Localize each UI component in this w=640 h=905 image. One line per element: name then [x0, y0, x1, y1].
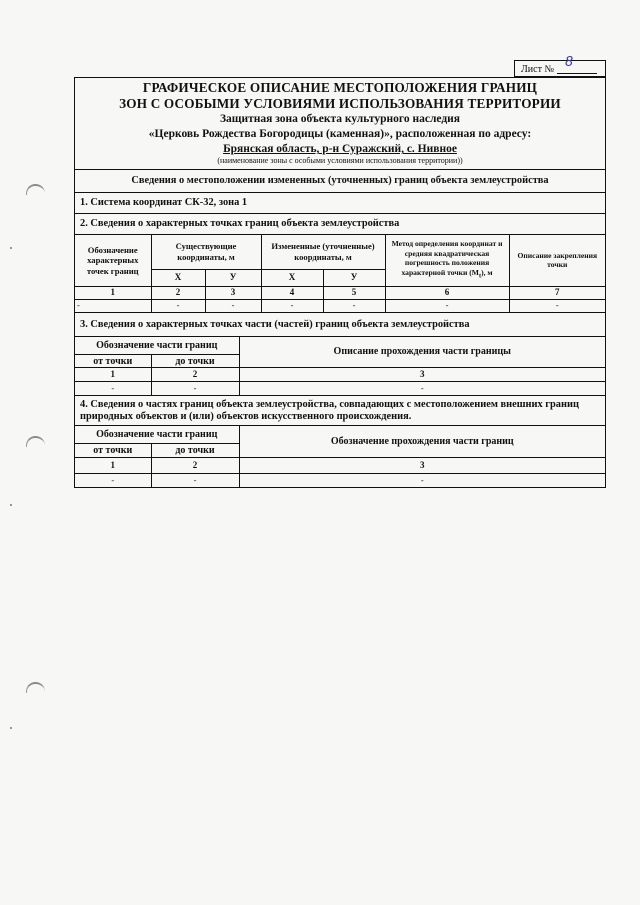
table-cell: - — [75, 473, 151, 487]
column-number: 6 — [385, 286, 509, 299]
sheet-number: 8 — [565, 55, 574, 70]
header-x-changed: Х — [261, 269, 323, 286]
header-changed-coordinates: Измененные (уточненные) координаты, м — [261, 235, 385, 269]
header-method — [385, 235, 509, 286]
column-number: 4 — [261, 286, 323, 299]
table-cell: - — [239, 473, 605, 487]
column-number: 2 — [151, 457, 239, 473]
sheet-underline — [557, 73, 597, 74]
section-3-table — [75, 337, 605, 397]
title-line-2: ЗОН С ОСОБЫМИ УСЛОВИЯМИ ИСПОЛЬЗОВАНИЯ ТЕРРИТОРИИ — [119, 96, 561, 111]
to-point-header: до точки — [151, 355, 239, 368]
table-cell: - — [261, 299, 323, 312]
table-cell: - — [75, 299, 151, 312]
part-designation-header: Обозначение части границ — [75, 426, 239, 443]
header-y-changed: У — [323, 269, 385, 286]
part-description-header: Описание прохождения части границы — [239, 337, 605, 368]
from-point-header: от точки — [75, 443, 151, 457]
section-2-table — [75, 235, 605, 313]
part-description-header: Обозначение прохождения части границ — [239, 426, 605, 457]
punch-hole-mark — [26, 682, 45, 693]
header-y-existing: У — [205, 269, 261, 286]
column-number: 3 — [205, 286, 261, 299]
column-number: 1 — [75, 368, 151, 382]
sheet-label: Лист № — [521, 64, 554, 75]
part-designation-header: Обозначение части границ — [75, 337, 239, 355]
zone-name-note: (наименование зоны с особыми условиями использования территории)) — [217, 156, 463, 165]
table-cell: - — [151, 299, 205, 312]
object-address: Брянская область, р-н Суражский, с. Нивное — [223, 143, 457, 155]
title-line-1: ГРАФИЧЕСКОЕ ОПИСАНИЕ МЕСТОПОЛОЖЕНИЯ ГРАНИЦ — [142, 80, 538, 95]
scan-speck — [10, 247, 12, 249]
header-fixing: Описание закрепления точки — [509, 235, 605, 286]
table-cell: - — [151, 473, 239, 487]
header-method-text: Метод определения координат и средняя квадратическая погрешность положения характерной точки (M — [391, 239, 503, 277]
punch-hole-mark — [26, 436, 45, 447]
header-existing-coordinates: Существующие координаты, м — [151, 235, 261, 269]
column-number: 1 — [75, 286, 151, 299]
table-cell: - — [205, 299, 261, 312]
column-number: 7 — [509, 286, 605, 299]
header-designation: Обозначение характерных точек границ — [75, 235, 151, 286]
scan-speck — [10, 504, 12, 506]
column-number: 1 — [75, 457, 151, 473]
info-band: Сведения о местоположении измененных (уточненных) границ объекта землеустройства — [75, 170, 605, 193]
section-2-title: 2. Сведения о характерных точках границ объекта землеустройства — [75, 214, 605, 235]
section-3-title: 3. Сведения о характерных точках части (частей) границ объекта землеустройства — [75, 313, 605, 337]
section-4-table — [75, 426, 605, 487]
column-number: 3 — [239, 457, 605, 473]
table-cell: - — [385, 299, 509, 312]
document-frame — [74, 77, 606, 488]
sheet-number-box — [514, 55, 606, 77]
document-header — [75, 78, 605, 170]
table-cell: - — [151, 382, 239, 396]
from-point-header: от точки — [75, 355, 151, 368]
column-number: 2 — [151, 368, 239, 382]
to-point-header: до точки — [151, 443, 239, 457]
table-cell: - — [75, 382, 151, 396]
table-cell: - — [239, 382, 605, 396]
column-number: 3 — [239, 368, 605, 382]
header-x-existing: Х — [151, 269, 205, 286]
zone-type: Защитная зона объекта культурного наследия — [219, 113, 461, 125]
object-name: «Церковь Рождества Богородицы (каменная)», расположенная по адресу: — [148, 128, 532, 140]
header-method-sub: t — [478, 272, 482, 280]
column-number: 5 — [323, 286, 385, 299]
section-1-coordinate-system: 1. Система координат СК-32, зона 1 — [75, 193, 605, 214]
punch-hole-mark — [26, 184, 45, 195]
header-method-end: ), м — [481, 267, 493, 277]
table-cell: - — [323, 299, 385, 312]
table-cell: - — [509, 299, 605, 312]
column-number: 2 — [151, 286, 205, 299]
section-4-title: 4. Сведения о частях границ объекта землеустройства, совпадающих с местоположением внешних границ природных объектов и (или) объектов искусственного происхождения. — [75, 396, 605, 426]
scan-speck — [10, 727, 12, 729]
